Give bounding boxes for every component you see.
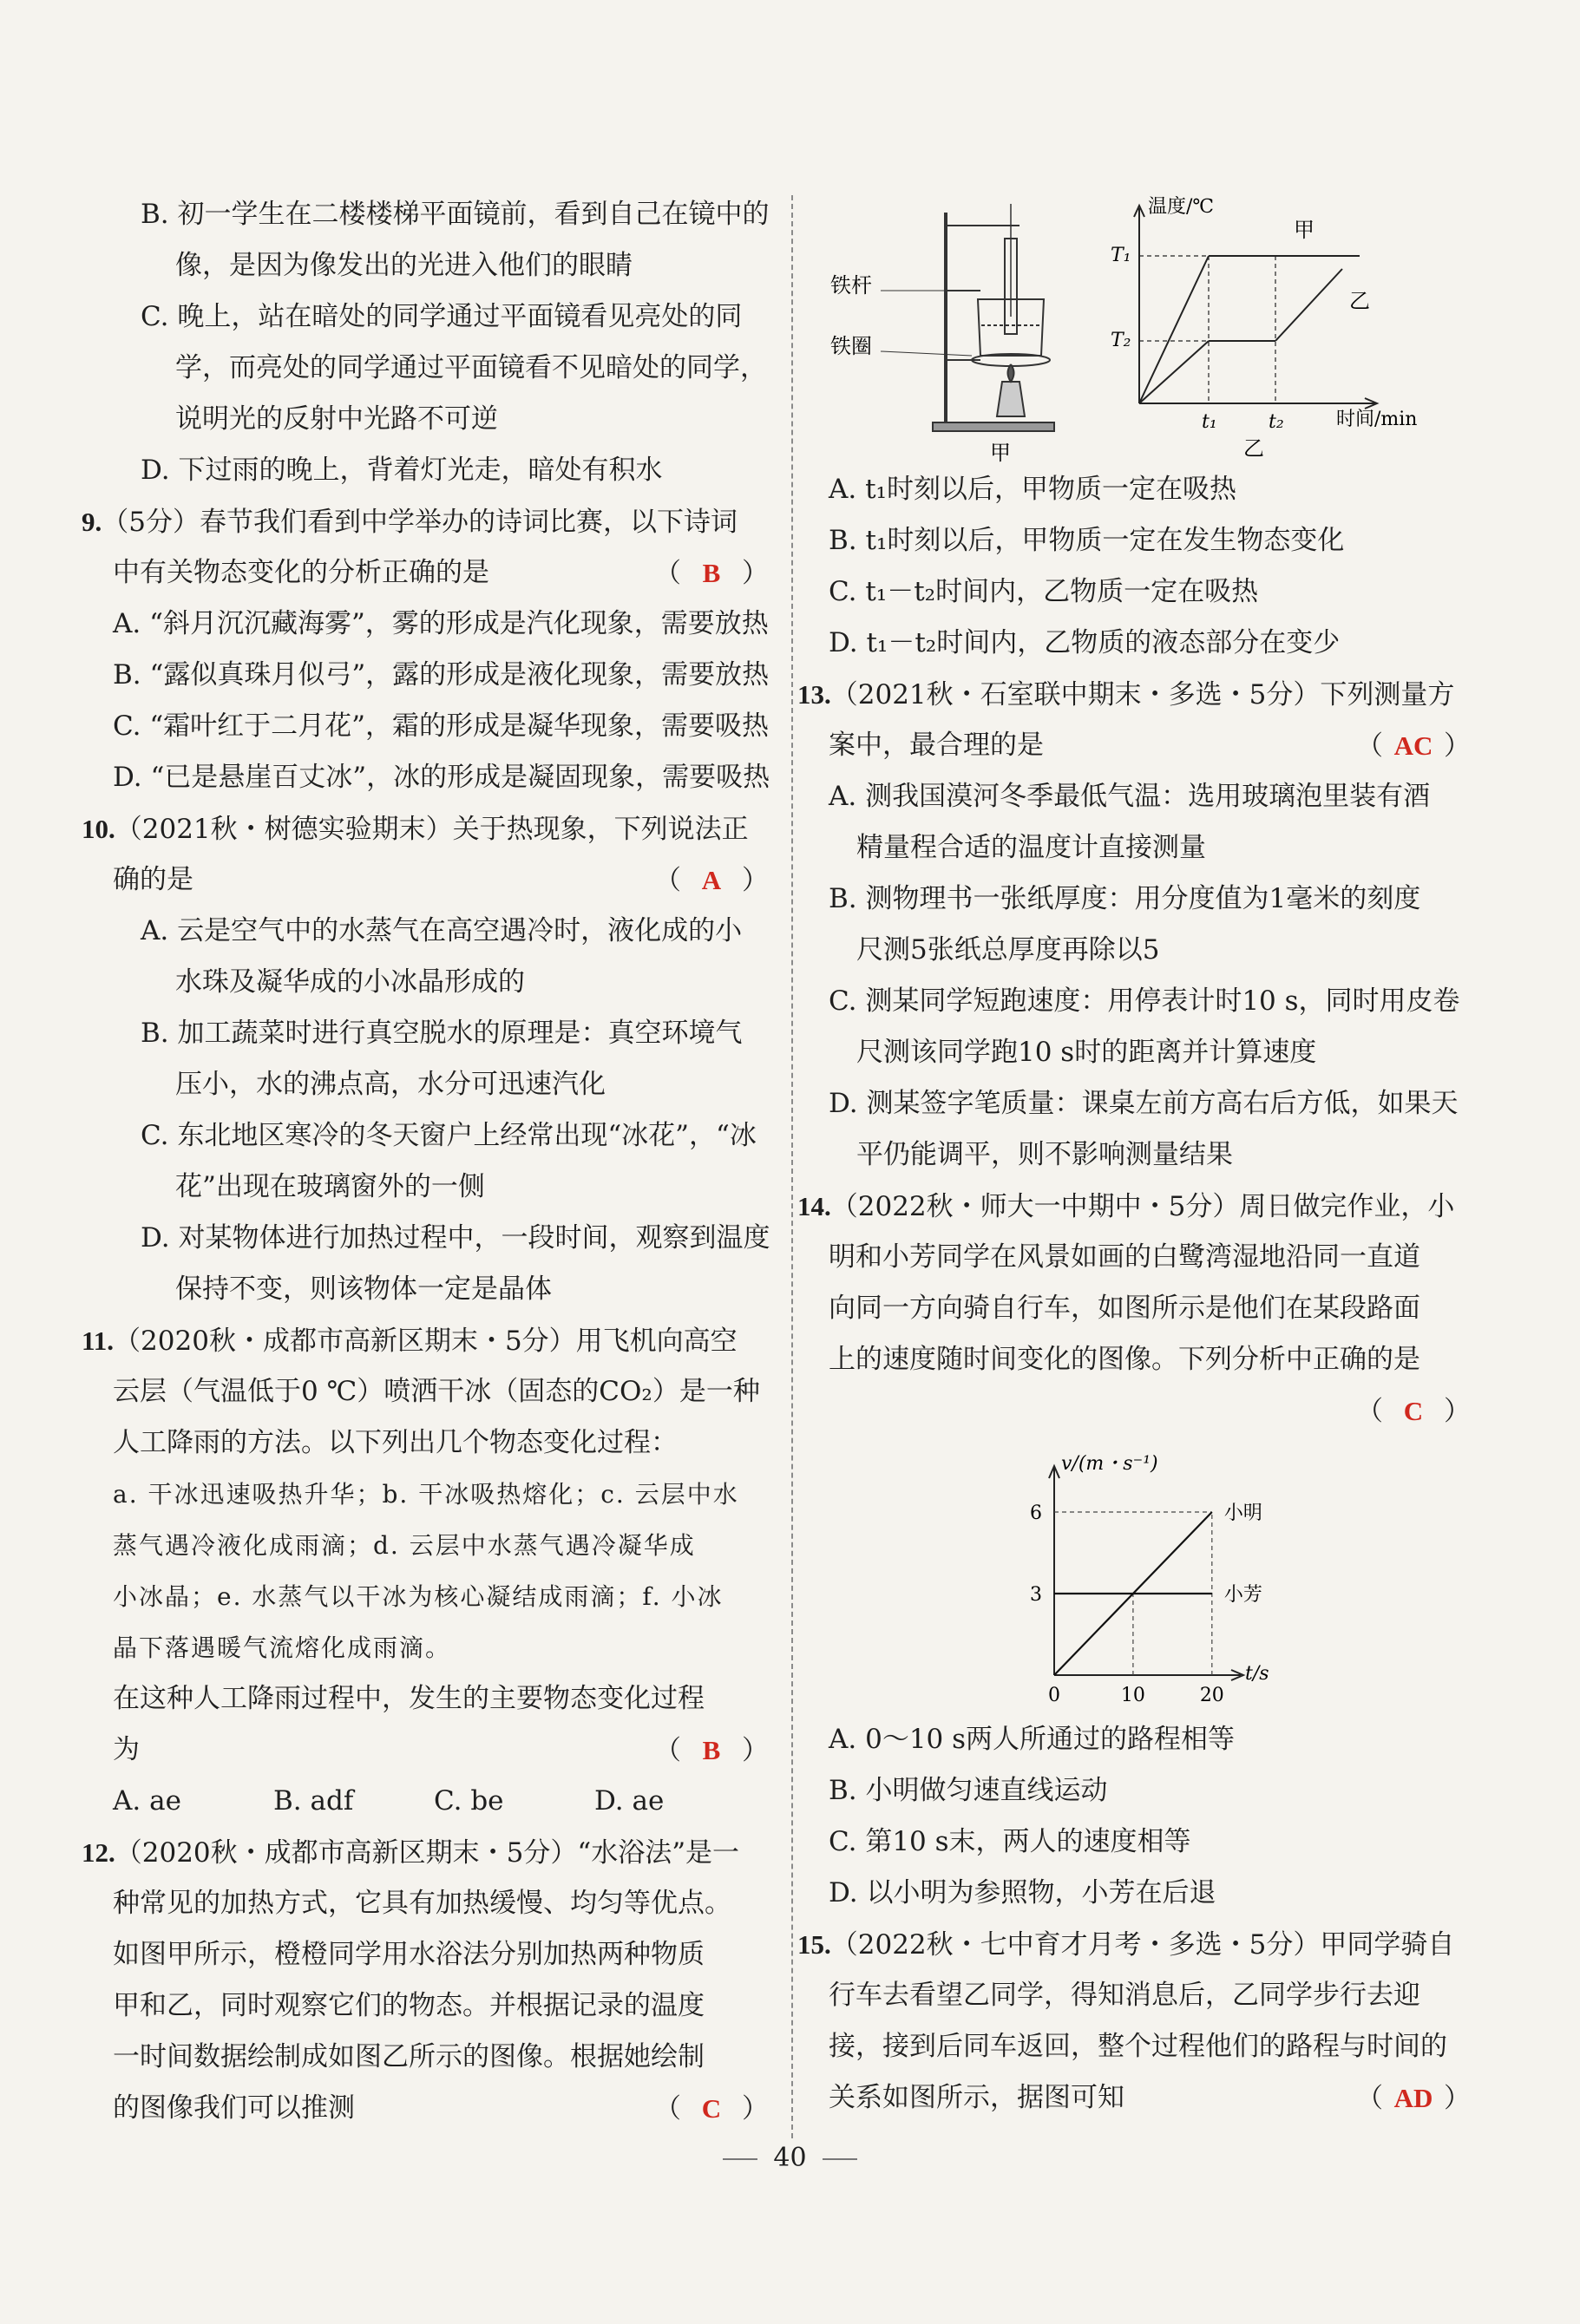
q12-option-c: C. t₁－t₂时间内，乙物质一定在吸热 bbox=[829, 576, 1259, 607]
q10-answer-bracket: （ A ） bbox=[654, 854, 769, 907]
temp-t2-label: T₂ bbox=[1111, 330, 1131, 351]
velocity-time-chart bbox=[829, 1437, 1471, 1714]
q14-option-b: B. 小明做匀速直线运动 bbox=[829, 1775, 1108, 1806]
q11-ask-line1: 在这种人工降雨过程中，发生的主要物态变化过程 bbox=[113, 1683, 705, 1714]
q13-stem-text2: 案中，最合理的是 bbox=[829, 730, 1044, 761]
q11-stem-text1: （2020秋・成都市高新区期末・5分）用飞机向高空 bbox=[114, 1326, 738, 1357]
time-t1-label: t₁ bbox=[1202, 411, 1217, 433]
q15-stem-text4: 关系如图所示，据图可知 bbox=[829, 2082, 1124, 2113]
q8-option-c-line3: 说明光的反射中光路不可逆 bbox=[175, 403, 498, 435]
q12-stem-line5: 一时间数据绘制成如图乙所示的图像。根据她绘制 bbox=[113, 2041, 705, 2072]
q12-stem-line1 bbox=[82, 1827, 769, 1878]
vt-x-tick-20: 20 bbox=[1199, 1685, 1224, 1706]
rod-label: 铁杆 bbox=[830, 273, 872, 298]
vt-y-tick-6: 6 bbox=[1030, 1502, 1042, 1524]
q9-stem-text1: （5分）春节我们看到中学举办的诗词比赛，以下诗词 bbox=[102, 507, 738, 538]
q13-stem-line1 bbox=[797, 669, 1471, 720]
ring-label: 铁圈 bbox=[830, 334, 872, 358]
q11-option-c: C. be bbox=[434, 1785, 504, 1817]
q13-number: 13. bbox=[797, 679, 831, 710]
q9-stem-line2 bbox=[113, 547, 769, 599]
vt-x-axis-label: t/s bbox=[1245, 1663, 1269, 1685]
q10-stem-text1: （2021秋・树德实验期末）关于热现象，下列说法正 bbox=[115, 814, 749, 845]
q9-option-a: A. “斜月沉沉藏海雾”，雾的形成是汽化现象，需要放热 bbox=[113, 608, 769, 639]
q10-option-d-line2: 保持不变，则该物体一定是晶体 bbox=[175, 1273, 552, 1305]
q11-answer-bracket: （ B ） bbox=[654, 1725, 769, 1777]
q15-stem-line1 bbox=[797, 1919, 1471, 1970]
temp-y-label: 温度/℃ bbox=[1148, 196, 1215, 218]
q11-process-line2: 蒸气遇冷液化成雨滴；d. 云层中水蒸气遇冷凝华成 bbox=[113, 1531, 696, 1560]
q14-stem-line4: 上的速度随时间变化的图像。下列分析中正确的是 bbox=[829, 1344, 1420, 1375]
q10-option-a-line2: 水珠及凝华成的小冰晶形成的 bbox=[175, 966, 525, 998]
q13-option-c-line2: 尺测该同学跑10 s时的距离并计算速度 bbox=[856, 1037, 1317, 1068]
q8-option-d: D. 下过雨的晚上，背着灯光走，暗处有积水 bbox=[141, 455, 663, 486]
apparatus-caption: 甲 bbox=[990, 441, 1011, 464]
q11-options bbox=[113, 1776, 769, 1827]
q14-stem-line3: 向同一方向骑自行车，如图所示是他们在某段路面 bbox=[829, 1293, 1420, 1324]
q11-option-d: D. ae bbox=[594, 1785, 665, 1817]
q14-chart bbox=[829, 1437, 1471, 1714]
q15-number: 15. bbox=[797, 1929, 831, 1960]
yi-second-rise-line bbox=[1275, 269, 1342, 341]
q8-option-b-line2: 像，是因为像发出的光进入他们的眼睛 bbox=[175, 250, 633, 281]
q11-process-line4: 晶下落遇暖气流熔化成雨滴。 bbox=[113, 1633, 452, 1662]
vt-series-label-1: 小明 bbox=[1223, 1502, 1262, 1524]
q12-stem-line2: 种常见的加热方式，它具有加热缓慢、均匀等优点。 bbox=[113, 1888, 731, 1919]
q13-stem-text1: （2021秋・石室联中期末・多选・5分）下列测量方 bbox=[830, 679, 1455, 710]
q12-stem-line6 bbox=[113, 2083, 769, 2134]
q14-option-c: C. 第10 s末，两人的速度相等 bbox=[829, 1826, 1191, 1857]
q11-ask-line2 bbox=[113, 1725, 769, 1776]
q15-stem-text1: （2022秋・七中育才月考・多选・5分）甲同学骑自 bbox=[830, 1929, 1455, 1961]
q15-stem-line4 bbox=[829, 2072, 1471, 2124]
vt-x-tick-10: 10 bbox=[1120, 1685, 1145, 1706]
footer-dash-right bbox=[823, 2158, 857, 2160]
temp-x-label: 时间/min bbox=[1336, 409, 1418, 430]
q11-stem-line2: 云层（气温低于0 ℃）喷洒干冰（固态的CO₂）是一种 bbox=[113, 1376, 760, 1407]
q12-option-b: B. t₁时刻以后，甲物质一定在发生物态变化 bbox=[829, 525, 1345, 556]
q9-option-d: D. “已是悬崖百丈冰”，冰的形成是凝固现象，需要吸热 bbox=[113, 762, 770, 793]
footer-dash-left bbox=[723, 2158, 757, 2160]
vt-y-axis-label: v/(m・s⁻¹) bbox=[1061, 1453, 1158, 1475]
temp-t1-label: T₁ bbox=[1111, 245, 1131, 266]
q9-answer-bracket: （ B ） bbox=[654, 547, 769, 599]
flame bbox=[1008, 364, 1014, 382]
column-divider bbox=[791, 195, 793, 2138]
page-footer bbox=[0, 2143, 1580, 2173]
page-number: 40 bbox=[773, 2143, 807, 2173]
q15-stem-line3: 接，接到后同车返回，整个过程他们的路程与时间的 bbox=[829, 2031, 1447, 2062]
q14-stem-line2: 明和小芳同学在风景如画的白鹭湾湿地沿同一直道 bbox=[829, 1241, 1420, 1273]
q9-stem-line1 bbox=[82, 496, 769, 547]
series-jia-label: 甲 bbox=[1294, 218, 1314, 242]
q10-stem-line2 bbox=[113, 854, 769, 906]
q11-process-line3: 小冰晶；e. 水蒸气以干冰为核心凝结成雨滴；f. 小冰 bbox=[113, 1582, 724, 1611]
q12-option-d: D. t₁－t₂时间内，乙物质的液态部分在变少 bbox=[829, 627, 1341, 658]
q12-answer-bracket: （ C ） bbox=[654, 2083, 769, 2135]
q9-stem-text2: 中有关物态变化的分析正确的是 bbox=[113, 557, 489, 588]
q14-option-d: D. 以小明为参照物，小芳在后退 bbox=[829, 1877, 1216, 1908]
q11-answer: B bbox=[702, 1735, 721, 1765]
q10-option-b-line2: 压小，水的沸点高，水分可迅速汽化 bbox=[175, 1069, 606, 1100]
q13-option-b-line2: 尺测5张纸总厚度再除以5 bbox=[856, 934, 1160, 966]
q10-stem-text2: 确的是 bbox=[113, 864, 193, 895]
q11-ask-text2: 为 bbox=[113, 1734, 140, 1765]
alcohol-lamp bbox=[997, 382, 1025, 416]
q13-option-d-line1: D. 测某签字笔质量：课桌左前方高右后方低，如果天 bbox=[829, 1088, 1459, 1119]
time-t2-label: t₂ bbox=[1269, 411, 1284, 433]
q11-process-line1: a. 干冰迅速吸热升华；b. 干冰吸热熔化；c. 云层中水 bbox=[113, 1480, 739, 1509]
q8-option-b-line1: B. 初一学生在二楼楼梯平面镜前，看到自己在镜中的 bbox=[141, 199, 770, 230]
q12-figure bbox=[829, 187, 1471, 464]
q12-stem-text6: 的图像我们可以推测 bbox=[113, 2092, 355, 2124]
q13-answer-bracket: （ AC ） bbox=[1356, 720, 1471, 772]
vt-x-tick-0: 0 bbox=[1048, 1685, 1060, 1706]
q11-number: 11. bbox=[82, 1326, 115, 1356]
series-yi-label: 乙 bbox=[1349, 289, 1370, 313]
left-column bbox=[82, 189, 770, 2134]
q14-answer: C bbox=[1403, 1396, 1424, 1426]
q13-stem-line2 bbox=[829, 720, 1471, 771]
q13-option-a-line1: A. 测我国漠河冬季最低气温：选用玻璃泡里装有酒 bbox=[829, 781, 1431, 812]
ring-pointer-line bbox=[881, 351, 972, 356]
q12-number: 12. bbox=[82, 1837, 115, 1868]
q10-option-d-line1: D. 对某物体进行加热过程中，一段时间，观察到温度 bbox=[141, 1222, 770, 1254]
q9-option-c: C. “霜叶红于二月花”，霜的形成是凝华现象，需要吸热 bbox=[113, 710, 770, 742]
vt-y-tick-3: 3 bbox=[1030, 1584, 1042, 1606]
q8-option-c-line2: 学，而亮处的同学通过平面镜看不见暗处的同学， bbox=[175, 352, 767, 383]
water-bath-apparatus bbox=[881, 204, 1054, 431]
q15-stem-line2: 行车去看望乙同学，得知消息后，乙同学步行去迎 bbox=[829, 1980, 1420, 2011]
temperature-time-graph bbox=[1134, 206, 1377, 409]
q14-number: 14. bbox=[797, 1191, 831, 1221]
q12-stem-line4: 甲和乙，同时观察它们的物态。并根据记录的温度 bbox=[113, 1990, 705, 2021]
q14-answer-bracket: （ C ） bbox=[1356, 1385, 1471, 1437]
q11-option-a: A. ae bbox=[113, 1785, 181, 1817]
q9-number: 9. bbox=[82, 507, 102, 537]
q15-answer: AD bbox=[1393, 2083, 1433, 2113]
q13-option-d-line2: 平仍能调平，则不影响测量结果 bbox=[856, 1139, 1233, 1170]
q13-option-b-line1: B. 测物理书一张纸厚度：用分度值为1毫米的刻度 bbox=[829, 883, 1421, 914]
q14-stem-text1: （2022秋・师大一中期中・5分）周日做完作业，小 bbox=[830, 1191, 1455, 1222]
q10-option-c-line2: 花”出现在玻璃窗外的一侧 bbox=[175, 1171, 485, 1202]
q15-answer-bracket: （ AD ） bbox=[1356, 2072, 1471, 2124]
q14-option-a: A. 0～10 s两人所通过的路程相等 bbox=[829, 1724, 1236, 1755]
q10-option-b-line1: B. 加工蔬菜时进行真空脱水的原理是：真空环境气 bbox=[141, 1018, 743, 1049]
q13-option-c-line1: C. 测某同学短跑速度：用停表计时10 s，同时用皮卷 bbox=[829, 985, 1460, 1017]
q14-stem-line1 bbox=[797, 1181, 1471, 1232]
q14-answer-line bbox=[829, 1385, 1471, 1437]
q10-stem-line1 bbox=[82, 803, 769, 854]
q12-stem-text1: （2020秋・成都市高新区期末・5分）“水浴法”是一 bbox=[115, 1837, 740, 1869]
q12-stem-line3: 如图甲所示，橙橙同学用水浴法分别加热两种物质 bbox=[113, 1939, 705, 1970]
q11-stem-line3: 人工降雨的方法。以下列出几个物态变化过程： bbox=[113, 1427, 678, 1458]
q12-figure-svg bbox=[829, 187, 1471, 464]
q13-answer: AC bbox=[1393, 730, 1433, 761]
q12-answer: C bbox=[701, 2093, 722, 2124]
q8-option-c-line1: C. 晚上，站在暗处的同学通过平面镜看见亮处的同 bbox=[141, 301, 743, 332]
q9-answer: B bbox=[702, 558, 721, 588]
q10-option-c-line1: C. 东北地区寒冷的冬天窗户上经常出现“冰花”，“冰 bbox=[141, 1120, 757, 1151]
q11-option-b: B. adf bbox=[273, 1785, 354, 1817]
graph-caption: 乙 bbox=[1243, 436, 1264, 461]
q10-answer: A bbox=[701, 865, 722, 895]
q10-option-a-line1: A. 云是空气中的水蒸气在高空遇冷时，液化成的小 bbox=[141, 915, 743, 946]
vt-series-label-2: 小芳 bbox=[1223, 1584, 1262, 1606]
q10-number: 10. bbox=[82, 814, 115, 844]
stand-base bbox=[933, 422, 1054, 431]
q13-option-a-line2: 精量程合适的温度计直接测量 bbox=[856, 832, 1206, 863]
q11-stem-line1 bbox=[82, 1315, 769, 1366]
right-column bbox=[797, 187, 1471, 2124]
q9-option-b: B. “露似真珠月似弓”，露的形成是液化现象，需要放热 bbox=[113, 659, 770, 691]
jia-rise-line bbox=[1139, 256, 1209, 403]
yi-rise-line bbox=[1139, 341, 1209, 403]
q12-option-a: A. t₁时刻以后，甲物质一定在吸热 bbox=[829, 474, 1236, 505]
